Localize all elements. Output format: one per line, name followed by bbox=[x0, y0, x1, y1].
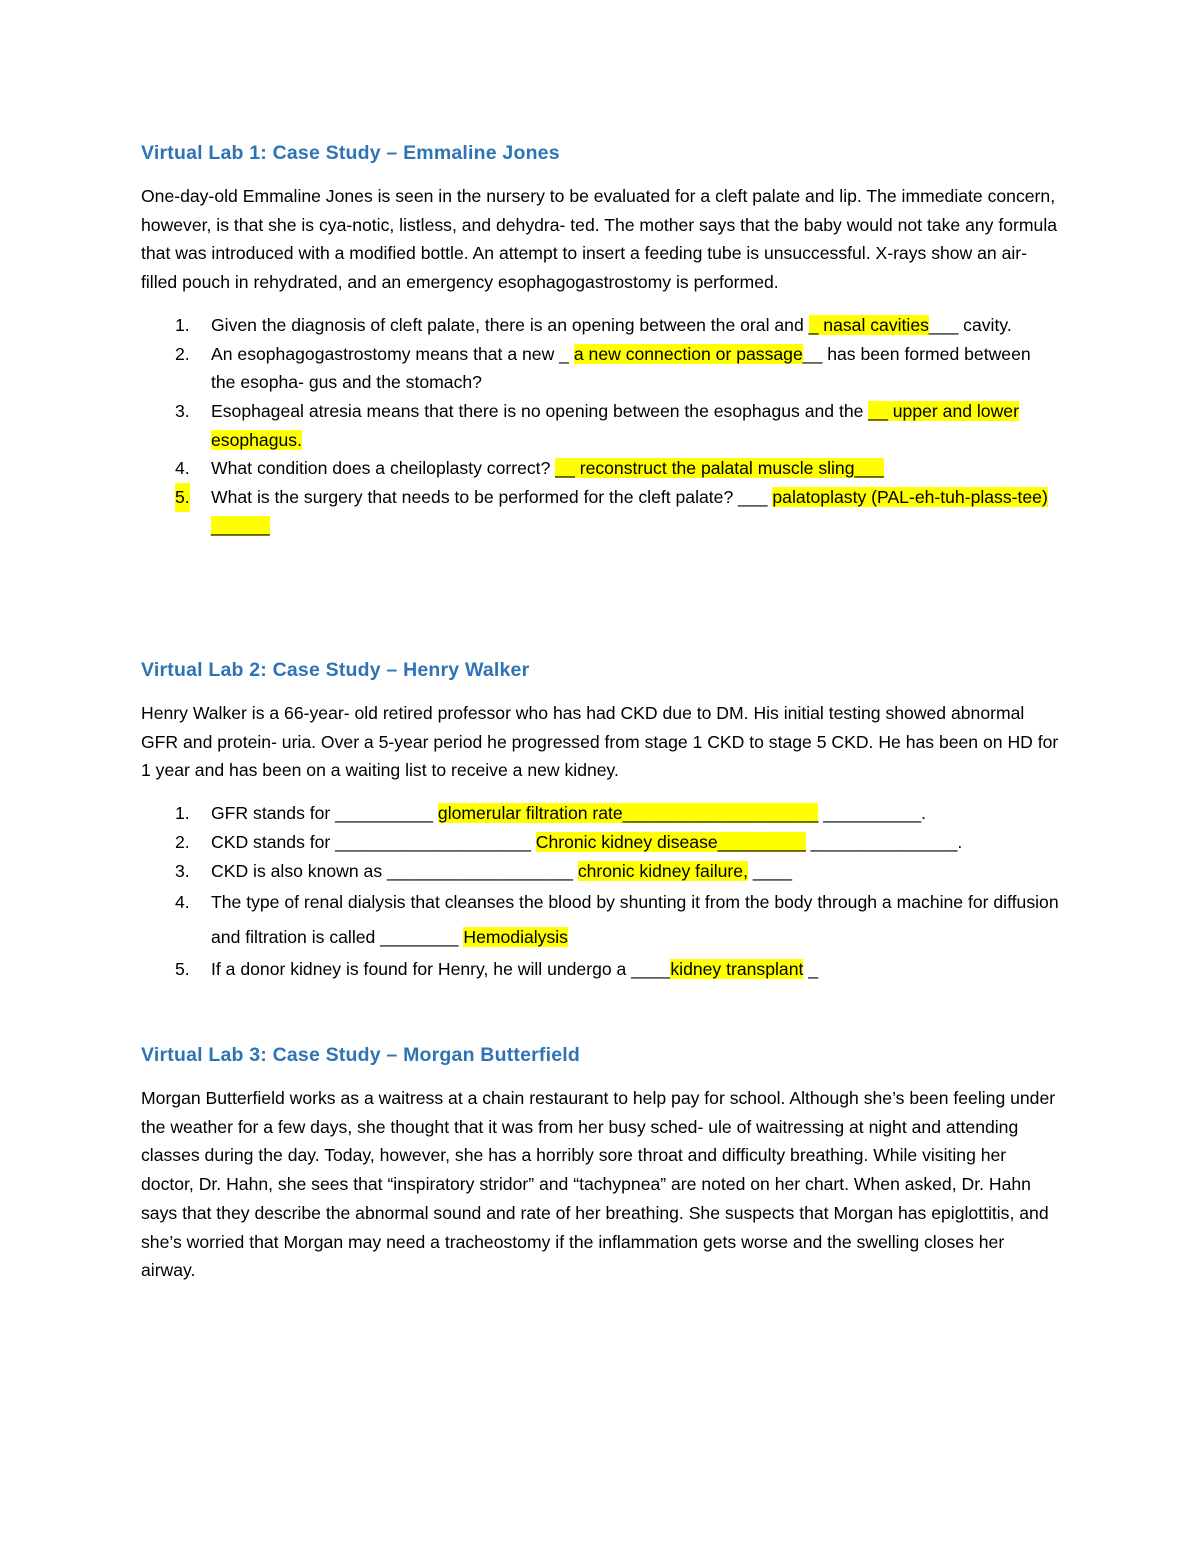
lab1-question bbox=[141, 311, 1059, 340]
question-text-end: ___ cavity. bbox=[928, 314, 1012, 335]
lab1-heading: Virtual Lab 1: Case Study – Emmaline Jones bbox=[141, 142, 560, 164]
answer-highlight: kidney transplant bbox=[670, 959, 804, 980]
lab2-question bbox=[141, 828, 1059, 857]
question-text: What is the surgery that needs to be performed for the cleft palate? ___ bbox=[211, 487, 773, 508]
lab2-question bbox=[141, 885, 1059, 955]
lab2-heading: Virtual Lab 2: Case Study – Henry Walker bbox=[141, 659, 530, 681]
lab1-question bbox=[141, 483, 1059, 540]
question-text-end: ____ bbox=[747, 860, 792, 881]
answer-highlight: chronic kidney failure, bbox=[577, 860, 748, 881]
question-text: CKD stands for ____________________ bbox=[211, 831, 536, 852]
question-number: 1. bbox=[175, 803, 190, 824]
lab2-question bbox=[141, 955, 1059, 984]
lab2-section bbox=[141, 658, 1059, 984]
answer-highlight: __ reconstruct the palatal muscle sling___ bbox=[555, 458, 884, 479]
lab1-paragraph: One-day-old Emmaline Jones is seen in the nursery to be evaluated for a cleft palate and lip. The immediate concern, however, is that she is cya-notic, listless, and dehydra- ted. The mother says that the baby would not take any formula that was introduced with a modified bottle. An attempt to insert a feeding tube is unsuccessful. X-rays show an air-filled pouch in rehydrated, and an emergency esophagogastrostomy is performed. bbox=[141, 186, 1058, 293]
question-number: 1. bbox=[175, 314, 190, 335]
question-number: 3. bbox=[175, 860, 190, 881]
lab1-question bbox=[141, 340, 1059, 397]
question-text: Given the diagnosis of cleft palate, there is an opening between the oral and bbox=[211, 314, 809, 335]
lab3-section bbox=[141, 1043, 1059, 1285]
lab1-question-list bbox=[141, 311, 1059, 541]
answer-highlight: _ nasal cavities bbox=[808, 314, 929, 335]
question-text: What condition does a cheiloplasty correct? bbox=[211, 458, 556, 479]
answer-highlight: palatoplasty (PAL-eh-tuh-plass-tee) ______ bbox=[211, 487, 1048, 536]
question-text-end: __ has been formed between the esopha- gus and the stomach? bbox=[211, 343, 1031, 393]
question-text: If a donor kidney is found for Henry, he will undergo a ____ bbox=[211, 959, 671, 980]
answer-highlight: Hemodialysis bbox=[463, 927, 568, 948]
answer-highlight: __ upper and lower esophagus. bbox=[211, 400, 1019, 450]
question-number: 2. bbox=[175, 343, 190, 364]
question-number: 3. bbox=[175, 400, 190, 421]
question-text-end: _ bbox=[803, 959, 819, 980]
question-number: 5. bbox=[175, 483, 190, 512]
answer-highlight: glomerular filtration rate____________________ bbox=[437, 803, 819, 824]
lab3-heading: Virtual Lab 3: Case Study – Morgan Butterfield bbox=[141, 1044, 580, 1066]
question-text: GFR stands for __________ bbox=[211, 803, 438, 824]
lab2-question-list bbox=[141, 799, 1059, 984]
question-text: CKD is also known as ___________________ bbox=[211, 860, 578, 881]
question-number: 4. bbox=[175, 458, 190, 479]
lab1-section bbox=[141, 141, 1059, 540]
answer-highlight: a new connection or passage bbox=[573, 343, 803, 364]
lab1-question bbox=[141, 454, 1059, 483]
question-text: An esophagogastrostomy means that a new _ bbox=[211, 343, 574, 364]
question-text-end: __________. bbox=[818, 803, 927, 824]
lab2-question bbox=[141, 857, 1059, 886]
lab3-paragraph: Morgan Butterfield works as a waitress at a chain restaurant to help pay for school. Although she’s been feeling under the weather for a few days, she thought that it was from her busy sched- ule of waitressing at night and attending classes during the day. Today, however, she has a horribly sore throat and difficulty breathing. While visiting her doctor, Dr. Hahn, she sees that “inspiratory stridor” and “tachypnea” are noted on her chart. When asked, Dr. Hahn says that they describe the abnormal sound and rate of her breathing. She suspects that Morgan has epiglottitis, and she’s worried that Morgan may need a tracheostomy if the inflammation gets worse and the swelling closes her airway. bbox=[141, 1088, 1056, 1281]
question-text-end: _______________. bbox=[805, 831, 963, 852]
question-text: The type of renal dialysis that cleanses the blood by shunting it from the body through a machine for diffusion and filtration is called ________ bbox=[211, 892, 1059, 948]
lab2-paragraph: Henry Walker is a 66-year- old retired professor who has had CKD due to DM. His initial testing showed abnormal GFR and protein- uria. Over a 5-year period he progressed from stage 1 CKD to stage 5 CKD. He has been on HD for 1 year and has been on a waiting list to receive a new kidney. bbox=[141, 703, 1059, 781]
question-number: 5. bbox=[175, 959, 190, 980]
question-number: 4. bbox=[175, 892, 190, 913]
question-number: 2. bbox=[175, 831, 190, 852]
lab1-question bbox=[141, 397, 1059, 454]
question-text: Esophageal atresia means that there is no opening between the esophagus and the bbox=[211, 400, 869, 421]
answer-highlight: Chronic kidney disease_________ bbox=[535, 831, 806, 852]
lab2-question bbox=[141, 799, 1059, 828]
